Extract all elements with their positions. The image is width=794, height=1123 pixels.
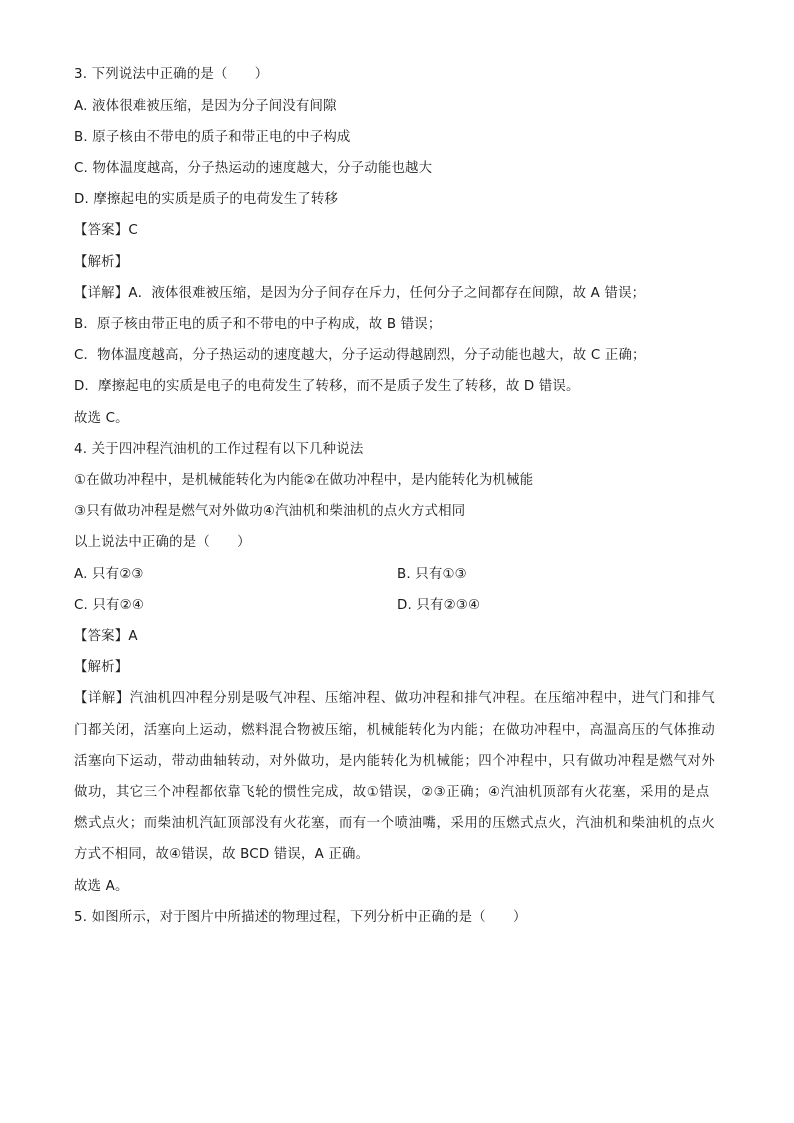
q4-detail-line: 方式不相同，故④错误，故 BCD 错误，A 正确。 xyxy=(74,847,370,862)
q3-option-c: C. 物体温度越高，分子热运动的速度越大，分子动能也越大 xyxy=(74,161,433,176)
q4-option-c: C. 只有②④ xyxy=(74,598,145,613)
q4-analysis-label: 【解析】 xyxy=(74,660,129,675)
q3-answer: 【答案】C xyxy=(74,223,138,238)
q3-conclusion: 故选 C。 xyxy=(74,411,129,426)
q4-option-b: B. 只有①③ xyxy=(397,567,467,582)
q4-detail-line: 【详解】汽油机四冲程分别是吸气冲程、压缩冲程、做功冲程和排气冲程。在压缩冲程中，进气门和排气 xyxy=(74,691,716,706)
q3-detail-line: 【详解】A．液体很难被压缩，是因为分子间存在斥力，任何分子之间都存在间隙，故 A 错误； xyxy=(74,286,646,301)
q3-stem: 3. 下列说法中正确的是（ ） xyxy=(74,67,269,82)
q4-question: 以上说法中正确的是（ ） xyxy=(74,535,251,550)
q4-answer: 【答案】A xyxy=(74,629,138,644)
q4-detail-line: 燃式点火；而柴油机汽缸顶部没有火花塞，而有一个喷油嘴，采用的压燃式点火，汽油机和柴油机的点火 xyxy=(74,816,716,831)
q3-option-d: D. 摩擦起电的实质是质子的电荷发生了转移 xyxy=(74,192,339,207)
q3-detail-line: D．摩擦起电的实质是电子的电荷发生了转移，而不是质子发生了转移，故 D 错误。 xyxy=(74,379,580,394)
q4-detail-line: 活塞向下运动，带动曲轴转动，对外做功，是内能转化为机械能；四个冲程中，只有做功冲程是燃气对外 xyxy=(74,754,716,769)
q4-detail-line: 做功，其它三个冲程都依靠飞轮的惯性完成，故①错误，②③正确；④汽油机顶部有火花塞，采用的是点 xyxy=(74,785,710,800)
q4-option-a: A. 只有②③ xyxy=(74,567,144,582)
q4-statement-line: ③只有做功冲程是燃气对外做功④汽油机和柴油机的点火方式相同 xyxy=(74,504,466,519)
q3-analysis-label: 【解析】 xyxy=(74,255,129,270)
q5-stem: 5. 如图所示，对于图片中所描述的物理过程，下列分析中正确的是（ ） xyxy=(74,910,527,925)
q3-detail-line: B．原子核由带正电的质子和不带电的中子构成，故 B 错误； xyxy=(74,317,442,332)
q4-stem: 4. 关于四冲程汽油机的工作过程有以下几种说法 xyxy=(74,442,364,457)
q4-detail-line: 门都关闭，活塞向上运动，燃料混合物被压缩，机械能转化为内能；在做功冲程中，高温高压的气体推动 xyxy=(74,723,716,738)
q4-conclusion: 故选 A。 xyxy=(74,879,129,894)
q4-statement-line: ①在做功冲程中，是机械能转化为内能②在做功冲程中，是内能转化为机械能 xyxy=(74,473,534,488)
q3-option-b: B. 原子核由不带电的质子和带正电的中子构成 xyxy=(74,130,351,145)
q3-detail-line: C．物体温度越高，分子热运动的速度越大，分子运动得越剧烈，分子动能也越大，故 C 正确； xyxy=(74,348,646,363)
q3-option-a: A. 液体很难被压缩，是因为分子间没有间隙 xyxy=(74,99,337,114)
q4-option-d: D. 只有②③④ xyxy=(397,598,481,613)
